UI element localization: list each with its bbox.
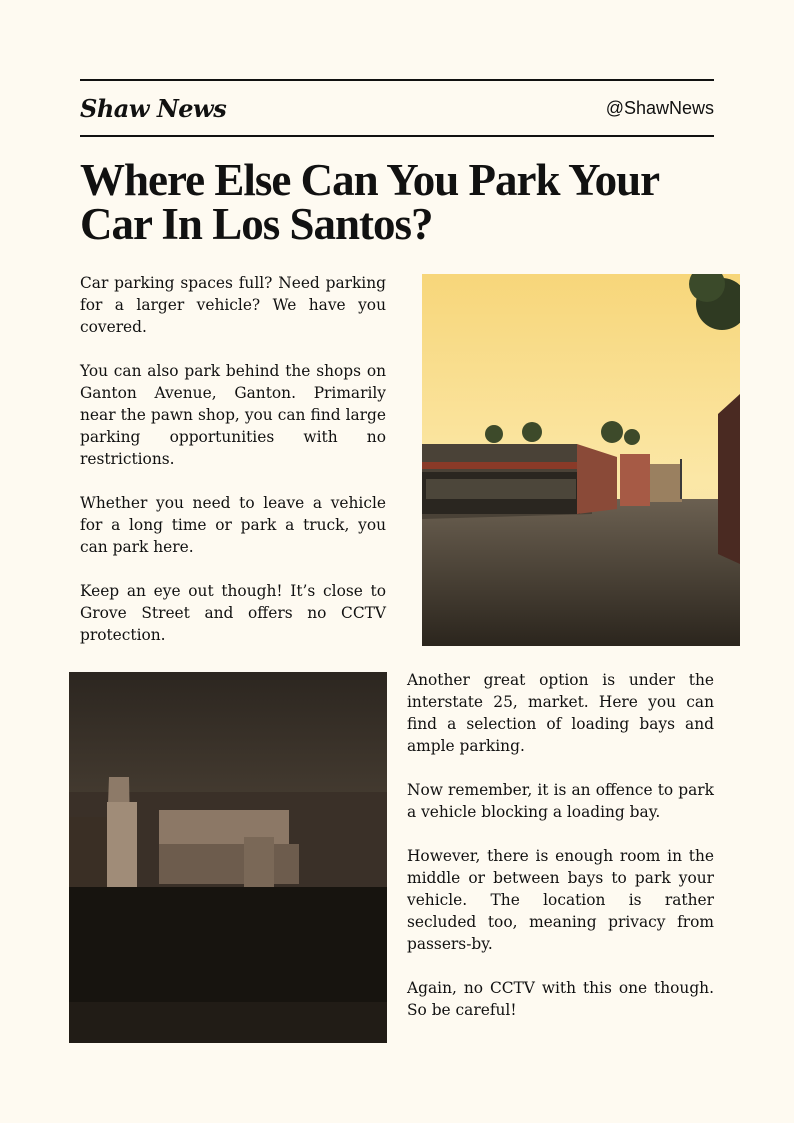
headline-line-1: Where Else Can You Park Your bbox=[80, 155, 660, 205]
ganton-parking-photo bbox=[422, 274, 740, 646]
paragraph: You can also park behind the shops on Ganton Avenue, Ganton. Primarily near the pawn shop, you can find large parking opportunities with no restrictions. bbox=[80, 362, 386, 468]
masthead bbox=[80, 92, 714, 124]
paragraph: Again, no CCTV with this one though. So be careful! bbox=[407, 979, 714, 1019]
interstate-underpass-photo bbox=[69, 672, 387, 1043]
newspaper-logo: Shaw News bbox=[80, 93, 227, 123]
paragraph: Whether you need to leave a vehicle for a long time or park a truck, you can park here. bbox=[80, 494, 386, 556]
article-headline bbox=[80, 155, 720, 249]
masthead-rule bbox=[80, 135, 714, 137]
paragraph: Car parking spaces full? Need parking for a larger vehicle? We have you covered. bbox=[80, 274, 386, 336]
left-column-text bbox=[80, 272, 386, 668]
right-column-text bbox=[407, 669, 714, 1043]
headline-line-2: Car In Los Santos? bbox=[80, 199, 433, 249]
paragraph: However, there is enough room in the middle or between bays to park your vehicle. The location is rather secluded too, meaning privacy from passers-by. bbox=[407, 847, 714, 953]
social-handle: @ShawNews bbox=[605, 97, 714, 118]
paragraph: Another great option is under the interstate 25, market. Here you can find a selection of loading bays and ample parking. bbox=[407, 671, 714, 755]
top-rule bbox=[80, 79, 714, 81]
paragraph: Now remember, it is an offence to park a vehicle blocking a loading bay. bbox=[407, 781, 714, 821]
paragraph: Keep an eye out though! It’s close to Grove Street and offers no CCTV protection. bbox=[80, 582, 386, 644]
